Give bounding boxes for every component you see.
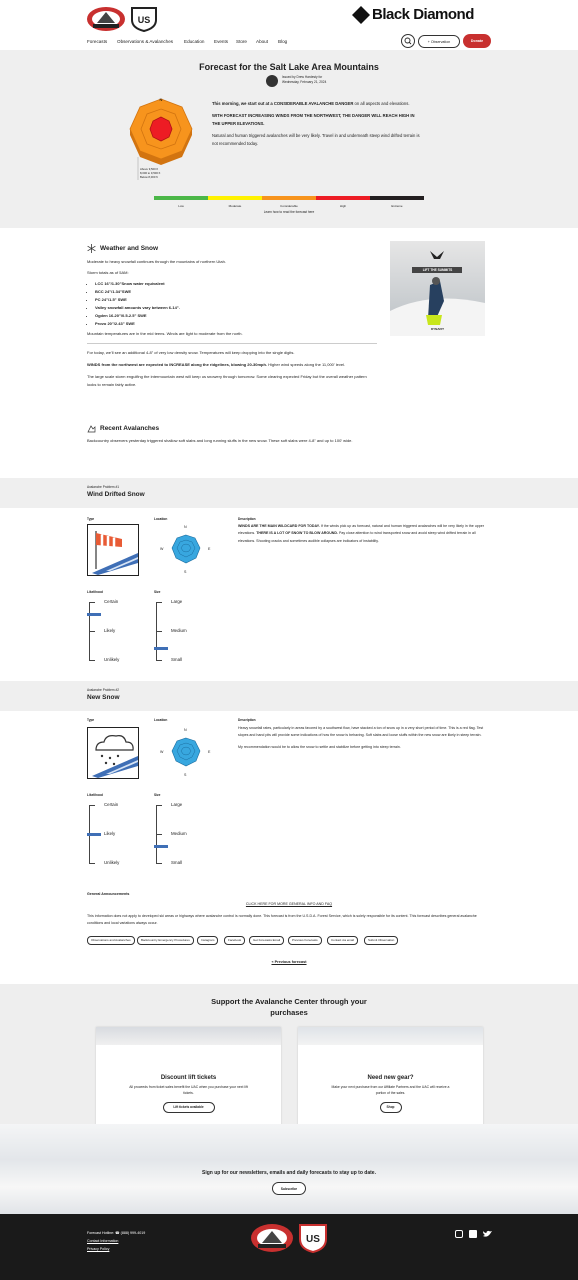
gear-card — [298, 1027, 483, 1132]
size-scale-label: Small — [171, 860, 182, 865]
likelihood-scale-label: Likely — [104, 628, 116, 633]
lift-ticket-title: Discount lift tickets — [160, 1075, 217, 1081]
twitter-icon[interactable] — [483, 1230, 492, 1238]
announcement-link-pill[interactable]: Backcountry Emergency Procedures — [137, 936, 194, 945]
shop-button[interactable]: Shop — [380, 1102, 402, 1113]
size-scale-label: Medium — [171, 831, 187, 836]
problem-2-size-label: Size — [154, 793, 161, 797]
compass-n: N — [184, 728, 187, 732]
likelihood-scale-label: Certain — [104, 599, 119, 604]
danger-scale-segment — [316, 196, 370, 200]
footer-privacy-link[interactable]: Privacy Policy — [87, 1247, 110, 1251]
problem-2-likelihood-scale — [87, 803, 137, 865]
snowflake-icon — [87, 244, 96, 253]
compass-e: E — [208, 547, 211, 551]
compass-w: W — [160, 547, 164, 551]
nav-education[interactable]: Education — [184, 39, 205, 44]
windsock-icon — [87, 524, 139, 576]
footer-contact-link[interactable]: Contact Information — [87, 1239, 119, 1243]
likelihood-scale-tick — [89, 631, 95, 632]
danger-scale-label: High — [339, 204, 347, 208]
storm-totals-list — [87, 280, 377, 328]
issued-by: Issued by Drew Hardesty for — [282, 75, 323, 79]
snowfall-cloud-icon — [87, 727, 139, 779]
lift-tickets-button[interactable]: Lift tickets available — [163, 1102, 215, 1113]
weather-today: For today, we'll see an additional 4-8" of very low density snow. Temperatures will keep dropping into the single digits. — [87, 350, 295, 355]
sponsor-ad[interactable] — [390, 241, 485, 336]
search-button[interactable] — [401, 34, 415, 48]
storm-total-item: • Provo 20"/2.43" SWE — [95, 320, 377, 328]
search-icon — [402, 35, 414, 47]
bottom-line-rest: on all aspects and elevations. — [353, 101, 410, 106]
author-avatar — [266, 75, 278, 87]
problem-1-desc-bold2: THERE IS A LOT OF SNOW TO BLOW AROUND. — [256, 531, 338, 536]
avalanche-icon — [87, 424, 96, 433]
problem-1-desc-b: Pay close attention to wind transported snow and avoid steep wind drifted terrain in all elevations. Shooting cracks and sometimes audible collapses are indicators of instability. — [238, 531, 476, 543]
donate-button[interactable]: Donate — [463, 34, 491, 48]
compass-s: S — [184, 773, 187, 777]
size-scale-label: Large — [171, 802, 183, 807]
likelihood-level-marker — [87, 833, 101, 836]
footer-uac-logo[interactable] — [250, 1220, 294, 1254]
size-scale-tick — [156, 805, 162, 806]
weather-outlook: The large scale storm engulfing the intermountain west will keep us snowery through tomorrow. Some clearing expected Friday but the overall weather pattern looks to remain fairly active. — [87, 374, 367, 387]
recent-avalanches-heading: Recent Avalanches — [100, 425, 160, 432]
footer-forest-service-icon[interactable] — [298, 1221, 328, 1253]
announcement-link-pill[interactable]: Observations and Avalanches — [87, 936, 135, 945]
nav-observations[interactable]: Observations & Avalanches — [117, 39, 174, 44]
compass-w: W — [160, 750, 164, 754]
announcement-link-pill[interactable]: Instagram — [197, 936, 218, 945]
problem-1-size-label: Size — [154, 590, 161, 594]
gear-image — [298, 1027, 483, 1045]
svg-text:US: US — [306, 1234, 320, 1245]
danger-scale-segment — [370, 196, 424, 200]
problem-2-desc-a: Heavy snowfall rates, particularly in areas favored by a southwest flow, have stacked a ton of snow up in a very short period of time. This is a red flag. Test slopes and hand pits will provide some indications of how the snow is behaving. Soft slabs and loose sluffs within the new snow are likely in steep terrain. — [238, 726, 484, 738]
storm-totals-label: Storm totals as of 5AM: — [87, 270, 129, 275]
svg-text:N: N — [159, 97, 163, 102]
likelihood-level-marker — [87, 613, 101, 616]
danger-scale-label: Moderate — [228, 204, 242, 208]
weather-intro: Moderate to heavy snowfall continues through the mountains of northern Utah. — [87, 259, 226, 264]
announcement-link-pill[interactable]: Facebook — [224, 936, 245, 945]
announcement-links — [87, 936, 491, 945]
danger-scale-segment — [262, 196, 316, 200]
danger-scale-segment — [154, 196, 208, 200]
uac-logo[interactable] — [87, 4, 127, 32]
problem-2-type-label: Type — [87, 718, 95, 722]
announcement-link-pill[interactable]: Contact via email — [327, 936, 358, 945]
rose-legend — [140, 167, 160, 179]
problem-2-aspect-rose — [158, 726, 214, 782]
lift-ticket-card — [96, 1027, 281, 1132]
rose-legend-lower: Below 8,000 ft — [140, 175, 158, 179]
size-scale-tick — [156, 602, 162, 603]
size-scale-tick — [156, 863, 162, 864]
problem-1-likelihood-scale — [87, 600, 137, 662]
weather-body — [87, 258, 377, 389]
danger-scale — [154, 196, 424, 208]
nav-forecasts[interactable]: Forecasts — [87, 39, 108, 44]
instagram-icon[interactable] — [455, 1230, 463, 1238]
size-scale-label: Medium — [171, 628, 187, 633]
nav-about[interactable]: About — [256, 39, 269, 44]
likelihood-scale-tick — [89, 805, 95, 806]
announcement-link-pill[interactable]: Get Forecasts Email — [249, 936, 284, 945]
bottom-line — [212, 100, 424, 148]
problem-2-description-label: Description — [238, 718, 256, 722]
previous-forecast-link[interactable]: « Previous forecast — [271, 960, 307, 964]
likelihood-scale-label: Likely — [104, 831, 116, 836]
support-heading: Support the Avalanche Center through your purchases — [211, 997, 367, 1017]
weather-heading: Weather and Snow — [100, 245, 159, 252]
danger-scale-label: Low — [178, 204, 184, 208]
problem-2-description — [238, 725, 493, 751]
problem-1-description-label: Description — [238, 517, 256, 521]
facebook-icon[interactable] — [469, 1230, 477, 1238]
rose-legend-upper: Above 9,500 ft — [140, 167, 159, 171]
size-scale-tick — [156, 660, 162, 661]
size-level-marker — [154, 647, 168, 650]
likelihood-scale-label: Unlikely — [104, 657, 120, 662]
ad-tagline: LIFT THE SUMMITS — [422, 268, 453, 272]
problem-1-desc-a: If the winds pick up as forecast, natural and human triggered avalanches will be very likely in the upper elevations. — [238, 524, 484, 536]
likelihood-scale-tick — [89, 660, 95, 661]
storm-total-item: • PC 24"/1.5" SWE — [95, 296, 377, 304]
ad-brand: DYNAFIT — [431, 327, 444, 331]
nav-store[interactable]: Store — [236, 39, 247, 44]
problem-1-description — [238, 523, 493, 545]
problem-1-aspect-rose — [158, 523, 214, 579]
problem-1-type-label: Type — [87, 517, 95, 521]
size-scale-tick — [156, 631, 162, 632]
general-info-link[interactable]: CLICK HERE FOR MORE GENERAL INFO AND FAQ — [245, 902, 333, 906]
problem-1-title: Wind Drifted Snow — [87, 491, 145, 498]
sponsor-name: Black Diamond — [372, 6, 474, 23]
svg-text:US: US — [137, 15, 151, 25]
problem-1-likelihood-label: Likelihood — [87, 590, 103, 594]
problem-2-desc-c: My recommendation would be to allow the snow to settle and stabilize before getting into steep terrain. — [238, 744, 401, 749]
lift-ticket-image — [96, 1027, 281, 1045]
newsletter-text: Sign up for our newsletters, emails and daily forecasts to stay up to date. — [202, 1170, 376, 1176]
danger-scale-label: Extreme — [391, 204, 403, 208]
problem-2-size-scale — [154, 803, 204, 865]
issued-date: Wednesday, February 21, 2024 — [282, 80, 327, 84]
subscribe-button[interactable]: Subscribe — [272, 1182, 306, 1195]
problem-1-location-label: Location — [154, 517, 168, 521]
problem-1-size-scale — [154, 600, 204, 662]
size-scale-label: Large — [171, 599, 183, 604]
rose-legend-mid: 8,000 to 9,500 ft — [140, 171, 161, 175]
newsletter-section — [0, 1124, 578, 1214]
likelihood-scale-tick — [89, 863, 95, 864]
danger-rose — [118, 95, 204, 185]
announcement-link-pill[interactable]: Previous Forecasts — [288, 936, 322, 945]
forest-service-shield-icon[interactable] — [130, 4, 158, 32]
danger-scale-segment — [208, 196, 262, 200]
problem-1-kicker: Avalanche Problem #1 — [87, 485, 120, 489]
learn-forecast-link[interactable]: Learn how to read the forecast here — [263, 210, 315, 214]
add-observation-button[interactable]: + Observation — [418, 35, 460, 48]
recent-avalanches-text: Backcountry observers yesterday triggered shallow soft slabs and long running sluffs in the new snow. These soft slabs were 4-8" and up to 100' wide. — [87, 438, 353, 443]
compass-n: N — [184, 525, 187, 529]
problem-2-likelihood-label: Likelihood — [87, 793, 103, 797]
page-title: Forecast for the Salt Lake Area Mountains — [199, 62, 379, 72]
lift-ticket-text: All proceeds from ticket sales benefit the UAC when you purchase your next lift tickets. — [129, 1085, 248, 1095]
weather-winds-rest: Higher wind speeds along the 11,000' level. — [267, 362, 346, 367]
storm-total-item: • Ogden 16-20"/0.5-2.5" SWE — [95, 312, 377, 320]
nav-events[interactable]: Events — [214, 39, 229, 44]
compass-s: S — [184, 570, 187, 574]
gear-title: Need new gear? — [367, 1075, 414, 1081]
weather-temps: Mountain temperatures are in the mid teens. Winds are light to moderate from the north. — [87, 331, 243, 336]
problem-2-location-label: Location — [154, 718, 168, 722]
announcement-link-pill[interactable]: Submit Observation — [364, 936, 398, 945]
bottom-line-travel: Natural and human triggered avalanches will be very likely. Travel in and underneath steep wind drifted terrain is not recommended today. — [212, 133, 420, 146]
likelihood-scale-tick — [89, 602, 95, 603]
likelihood-scale-label: Certain — [104, 802, 119, 807]
announcements-text: This information does not apply to developed ski areas or highways where avalanche control is normally done. This forecast is from the U.S.D.A. Forest Service, which is solely responsible for its content. This forecast describes general avalanche conditions and local variations always occur. — [87, 914, 477, 925]
compass-e: E — [208, 750, 211, 754]
storm-total-item: • BCC 24"/1.34"SWE — [95, 288, 377, 296]
problem-2-kicker: Avalanche Problem #2 — [87, 688, 120, 692]
announcements-heading: General Announcements — [87, 892, 130, 896]
problem-1-desc-bold: WINDS ARE THE MAIN WILDCARD FOR TODAY. — [238, 524, 320, 528]
likelihood-scale-label: Unlikely — [104, 860, 120, 865]
footer-hotline[interactable]: Forecast Hotline: ☎ (888) 999-4019 — [87, 1231, 146, 1235]
storm-total-item: • Valley snowfall amounts vary between 6-14". — [95, 304, 377, 312]
storm-total-item: • LCC 16"/1.30"Snow water equivalent — [95, 280, 377, 288]
bottom-line-wind: WITH FORECAST INCREASING WINDS FROM THE NORTHWEST, THE DANGER WILL REACH HIGH IN THE UPPER ELEVATIONS. — [212, 113, 415, 126]
size-scale-tick — [156, 834, 162, 835]
problem-2-title: New Snow — [87, 694, 120, 701]
danger-scale-label: Considerable — [280, 204, 298, 208]
nav-blog[interactable]: Blog — [278, 39, 288, 44]
weather-winds-bold: WINDS from the northwest are expected to INCREASE along the ridgelines, blowing 20-30mph. — [87, 362, 268, 367]
site-header — [0, 0, 578, 50]
gear-text: Make your next purchase from our Affiliate Partners and the UAC will receive a portion of the sales. — [331, 1085, 450, 1095]
bottom-line-lead: This morning, we start out at a CONSIDERABLE AVALANCHE DANGER — [212, 101, 354, 106]
size-level-marker — [154, 845, 168, 848]
size-scale-label: Small — [171, 657, 182, 662]
sponsor-logo[interactable] — [352, 6, 492, 26]
